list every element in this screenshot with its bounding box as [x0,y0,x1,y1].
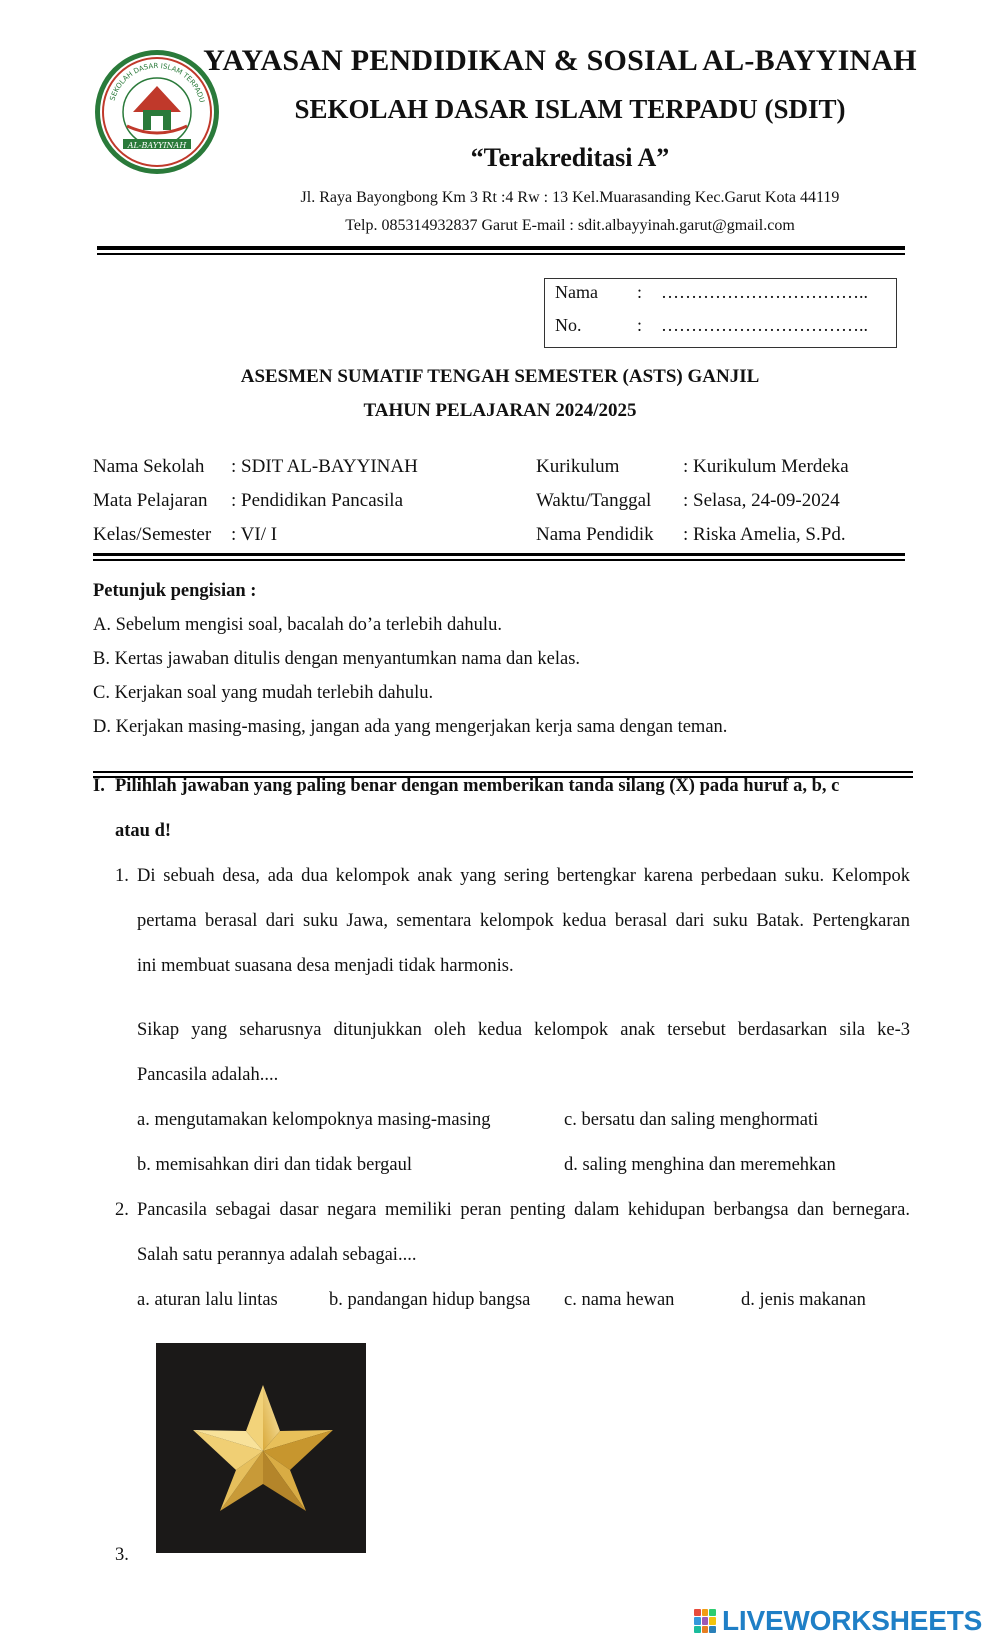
school-value: : SDIT AL-BAYYINAH [231,456,418,477]
header-divider-thin [97,253,905,255]
question-text-line: Salah satu perannya adalah sebagai.... [137,1245,417,1265]
section-instruction-cont: atau d! [115,821,172,841]
foundation-title: YAYASAN PENDIDIKAN & SOSIAL AL-BAYYINAH [203,44,917,77]
no-label: No. [555,315,582,335]
question-prompt-line: Pancasila adalah.... [137,1065,279,1085]
subject-label: Mata Pelajaran [93,490,208,511]
student-identity-box [544,278,897,348]
answer-option-a[interactable]: a. mengutamakan kelompoknya masing-masing [137,1110,491,1130]
svg-text:SEKOLAH DASAR ISLAM TERPADU: SEKOLAH DASAR ISLAM TERPADU [108,61,206,104]
instruction-item: D. Kerjakan masing-masing, jangan ada yang mengerjakan kerja sama dengan teman. [93,717,728,737]
school-title: SEKOLAH DASAR ISLAM TERPADU (SDIT) [294,94,846,124]
question-image [156,1343,366,1553]
accreditation: “Terakreditasi A” [470,143,670,172]
svg-text:AL-BAYYINAH: AL-BAYYINAH [127,141,187,150]
date-label: Waktu/Tanggal [536,490,652,511]
gold-star-icon [156,1343,366,1553]
liveworksheets-text: LIVEWORKSHEETS [722,1605,983,1636]
no-separator: : [637,315,643,335]
info-divider-thin [93,559,905,561]
question-text-line: Pancasila sebagai dasar negara memiliki peran penting dalam kehidupan berbangsa dan bernegara. [137,1200,910,1220]
instruction-item: A. Sebelum mengisi soal, bacalah do’a terlebih dahulu. [93,615,502,635]
question-text-line: Di sebuah desa, ada dua kelompok anak yang sering bertengkar karena perbedaan suku. Kelompok [137,866,910,886]
instruction-item: C. Kerjakan soal yang mudah terlebih dahulu. [93,683,434,703]
curriculum-value: : Kurikulum Merdeka [683,456,849,477]
no-blank[interactable]: …………………………….. [661,315,868,335]
school-contact: Telp. 085314932837 Garut E-mail : sdit.albayyinah.garut@gmail.com [345,217,795,234]
liveworksheets-logo-icon [694,1609,716,1633]
section-number: I. [93,776,105,796]
school-address: Jl. Raya Bayongbong Km 3 Rt :4 Rw : 13 Kel.Muarasanding Kec.Garut Kota 44119 [300,189,840,206]
instructions-heading: Petunjuk pengisian : [93,581,257,601]
exam-title: ASESMEN SUMATIF TENGAH SEMESTER (ASTS) GANJIL [240,366,760,387]
date-value: : Selasa, 24-09-2024 [683,490,840,511]
answer-option-b[interactable]: b. pandangan hidup bangsa [329,1290,531,1310]
teacher-value: : Riska Amelia, S.Pd. [683,524,846,545]
name-label: Nama [555,282,598,302]
instruction-item: B. Kertas jawaban ditulis dengan menyantumkan nama dan kelas. [93,649,581,669]
question-text-line: pertama berasal dari suku Jawa, sementara kelompok kedua berasal dari suku Batak. Pertengkaran [137,911,910,931]
answer-option-c[interactable]: c. bersatu dan saling menghormati [564,1110,819,1130]
class-value: : VI/ I [231,524,278,545]
section-divider [93,771,913,773]
question-number: 2. [115,1200,129,1220]
answer-option-c[interactable]: c. nama hewan [564,1290,675,1310]
question-text-line: ini membuat suasana desa menjadi tidak harmonis. [137,956,514,976]
question-prompt-line: Sikap yang seharusnya ditunjukkan oleh kedua kelompok anak tersebut berdasarkan sila ke-3 [137,1020,910,1040]
answer-option-a[interactable]: a. aturan lalu lintas [137,1290,278,1310]
answer-option-d[interactable]: d. jenis makanan [741,1290,866,1310]
question-number: 3. [115,1545,129,1565]
liveworksheets-watermark [694,1606,982,1636]
section-instruction: Pilihlah jawaban yang paling benar dengan memberikan tanda silang (X) pada huruf a, b, c [115,776,840,796]
class-label: Kelas/Semester [93,524,212,545]
question-number: 1. [115,866,129,886]
header-divider [97,246,905,250]
answer-option-d[interactable]: d. saling menghina dan meremehkan [564,1155,836,1175]
teacher-label: Nama Pendidik [536,524,654,545]
curriculum-label: Kurikulum [536,456,620,477]
info-divider [93,553,905,556]
name-blank[interactable]: …………………………….. [661,282,868,302]
school-label: Nama Sekolah [93,456,205,477]
answer-option-b[interactable]: b. memisahkan diri dan tidak bergaul [137,1155,413,1175]
name-separator: : [637,282,643,302]
exam-year: TAHUN PELAJARAN 2024/2025 [363,400,637,421]
subject-value: : Pendidikan Pancasila [231,490,404,511]
